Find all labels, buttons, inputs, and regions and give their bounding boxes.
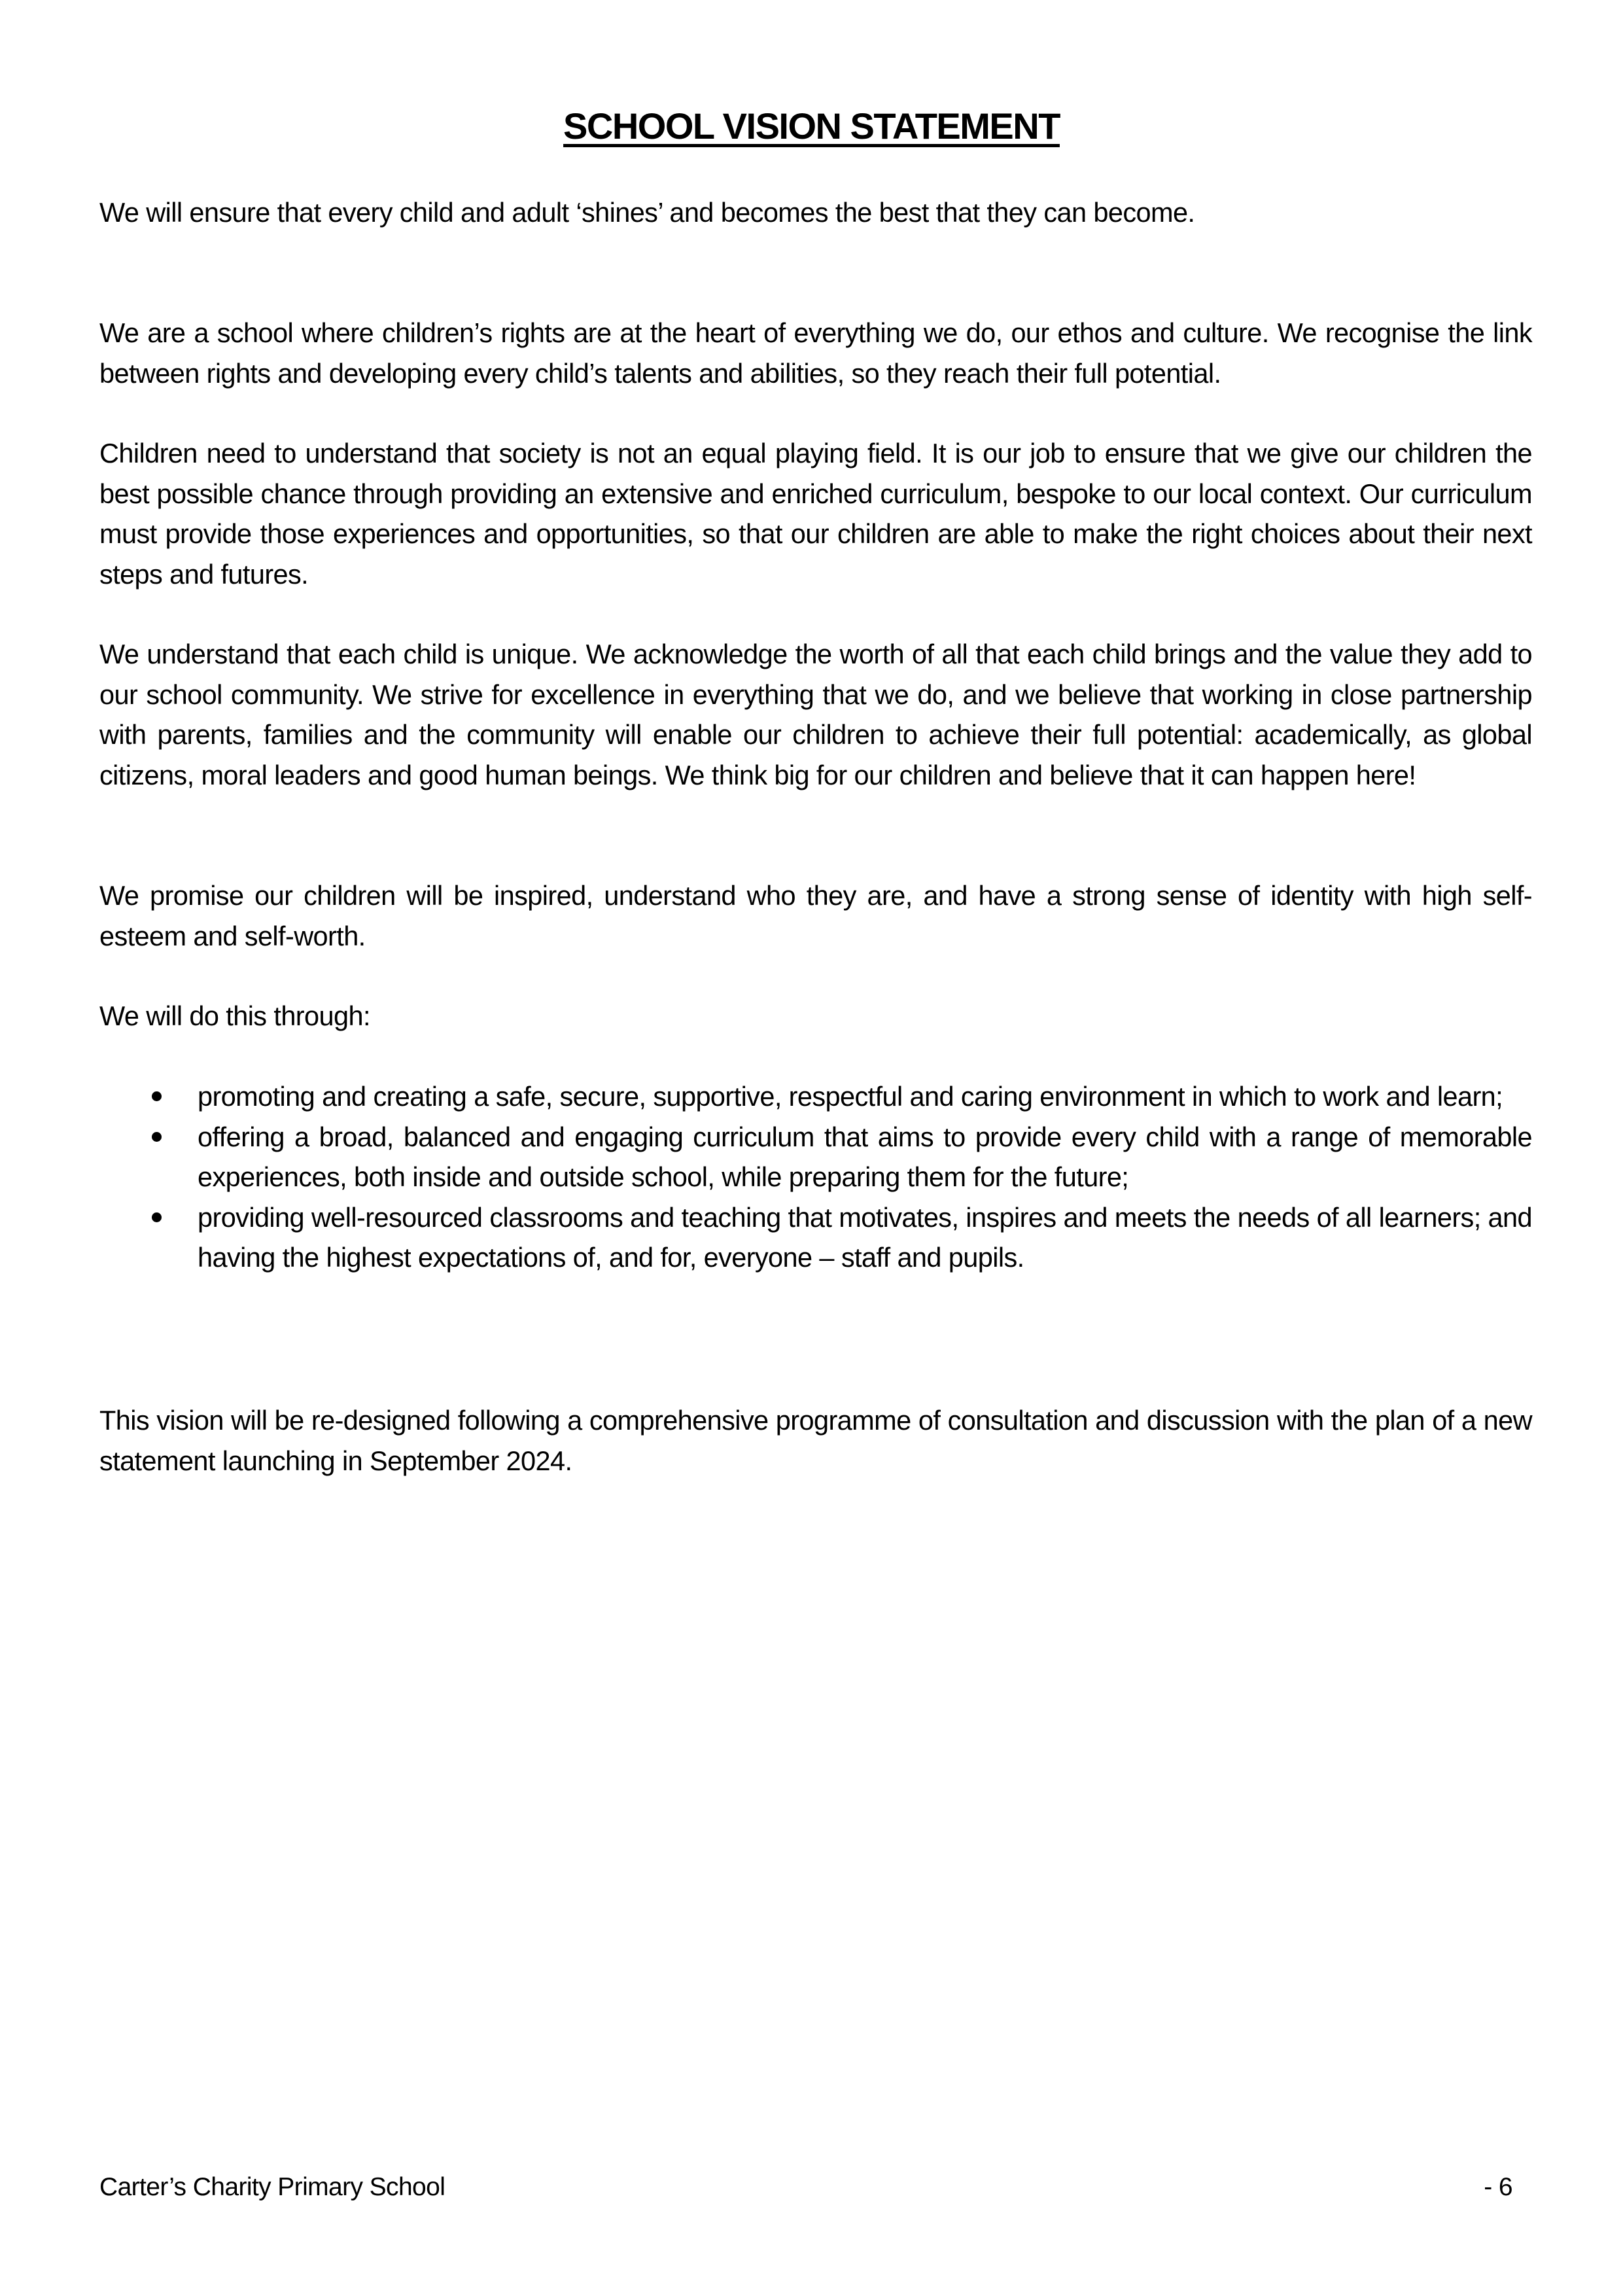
page-title-text: SCHOOL VISION STATEMENT	[563, 105, 1060, 147]
paragraph-through	[99, 996, 1532, 1036]
list-item	[99, 1197, 1532, 1278]
list-item-text: promoting and creating a safe, secure, supportive, respectful and caring environment in which to work and learn;	[198, 1081, 1503, 1112]
paragraph-curriculum	[99, 433, 1532, 594]
page-title	[0, 103, 1623, 149]
paragraph-text: We will do this through:	[99, 1000, 370, 1031]
list-item-text: providing well-resourced classrooms and teaching that motivates, inspires and meets the needs of all learners; and having the highest expectations of, and for, everyone – staff and pupils.	[198, 1201, 1532, 1273]
list-item	[99, 1076, 1532, 1117]
footer-school-name: Carter’s Charity Primary School	[99, 2173, 445, 2201]
paragraph-text: We are a school where children’s rights are at the heart of everything we do, our ethos and culture. We recognise the link between rights and developing every child’s talents and abilities, so they reach their full potential.	[99, 317, 1532, 389]
list-item	[99, 1117, 1532, 1197]
paragraph-text: We understand that each child is unique. We acknowledge the worth of all that each child brings and the value they add to our school community. We strive for excellence in everything that we do, and we believe that working in close partnership with parents, families and the community will enable our children to achieve their full potential: academically, as global citizens, moral leaders and good human beings. We think big for our children and believe that it can happen here!	[99, 639, 1532, 790]
paragraph-text: We promise our children will be inspired, understand who they are, and have a strong sense of identity with high self-esteem and self-worth.	[99, 880, 1532, 951]
bullet-icon	[152, 1132, 162, 1142]
paragraph-text: This vision will be re-designed following a comprehensive programme of consultation and discussion with the plan of a new statement launching in September 2024.	[99, 1405, 1532, 1476]
bullet-icon	[152, 1212, 162, 1222]
list-item-text: offering a broad, balanced and engaging curriculum that aims to provide every child with a range of memorable experiences, both inside and outside school, while preparing them for the future;	[198, 1121, 1532, 1192]
paragraph-intro	[99, 192, 1532, 233]
paragraph-text: We will ensure that every child and adult ‘shines’ and becomes the best that they can become.	[99, 197, 1195, 228]
paragraph-closing	[99, 1400, 1532, 1481]
bullet-list	[99, 1076, 1532, 1278]
bullet-icon	[152, 1091, 162, 1101]
footer-page-number: - 6	[1484, 2173, 1512, 2201]
paragraph-text: Children need to understand that society is not an equal playing field. It is our job to ensure that we give our children the best possible chance through providing an extensive and enriched curriculum, bespoke to our local context. Our curriculum must provide those experiences and opportunities, so that our children are able to make the right choices about their next steps and futures.	[99, 438, 1532, 590]
paragraph-promise	[99, 875, 1532, 956]
paragraph-rights	[99, 313, 1532, 393]
paragraph-unique	[99, 634, 1532, 795]
